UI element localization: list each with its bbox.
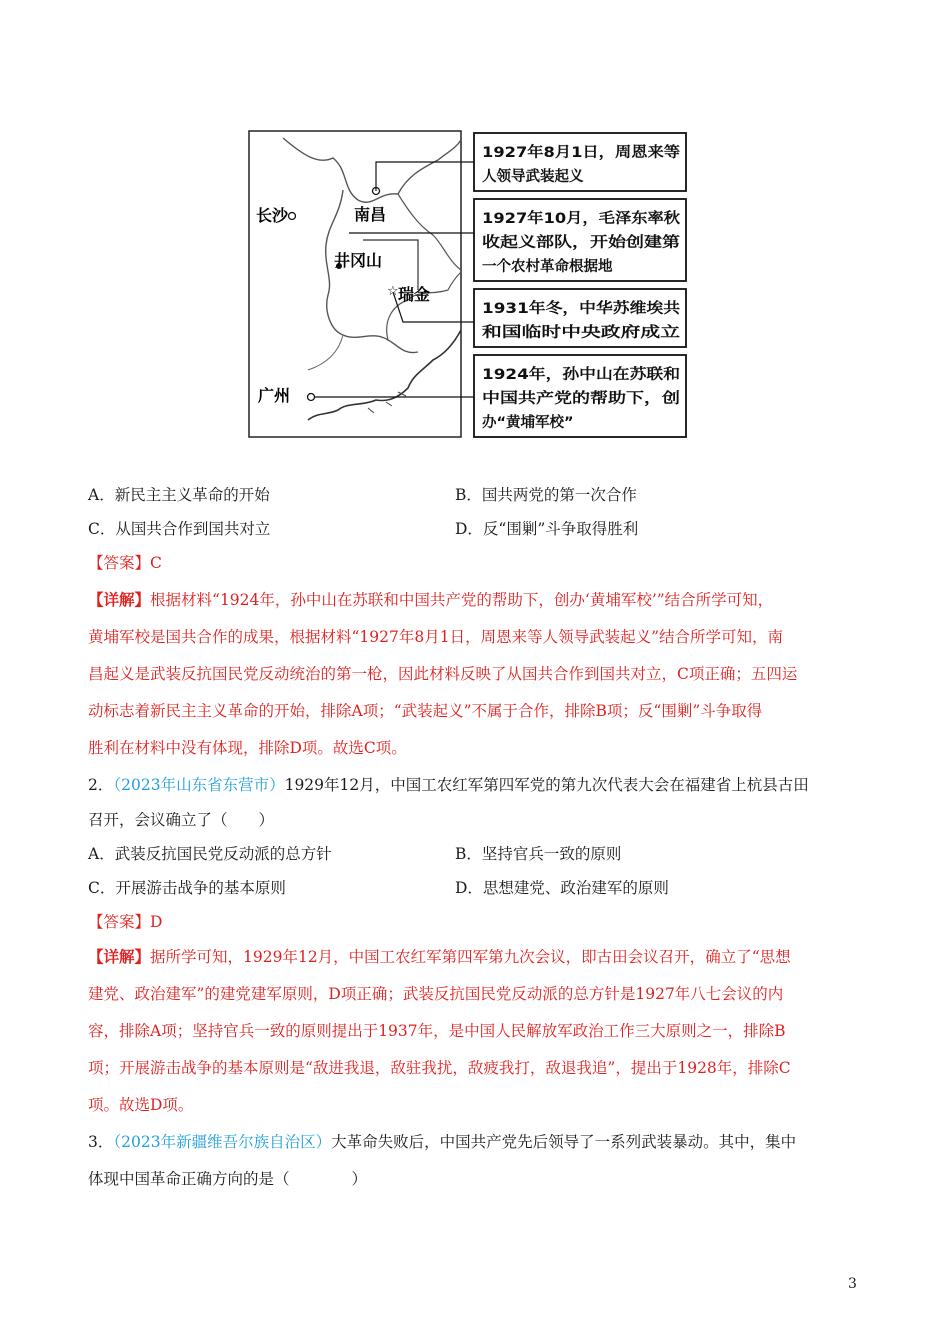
q3-number: 3． xyxy=(88,1133,114,1151)
q2-detail-text-1: 据所学可知，1929年12月，中国工农红军第四军第九次会议，即古田会议召开，确立了“思想 xyxy=(150,948,791,966)
q3-source: （2023年新疆维吾尔族自治区） xyxy=(113,1133,332,1151)
q1-option-b: B．国共两党的第一次合作 xyxy=(455,486,637,504)
q2-stem-text-1: 1929年12月，中国工农红军第四军党的第九次代表大会在福建省上杭县古田 xyxy=(284,776,809,794)
ruijin-star-icon: ☆ xyxy=(387,284,399,299)
q3-stem-line-1 xyxy=(88,1131,796,1153)
city-label-changsha: 长沙 xyxy=(256,206,289,225)
guangzhou-marker xyxy=(308,394,315,401)
q1-detail-line-5: 胜利在材料中没有体现，排除D项。故选C项。 xyxy=(88,739,407,757)
q3-stem-text-1: 大革命失败后，中国共产党先后领导了一系列武装暴动。其中，集中 xyxy=(331,1133,797,1151)
box2-line1: 1927年10月，毛泽东率秋 xyxy=(482,211,659,227)
box2-line2: 收起义部队，开始创建第 xyxy=(482,235,642,251)
q1-option-a: A．新民主主义革命的开始 xyxy=(88,486,270,504)
history-map-figure xyxy=(248,130,690,440)
box3-line2: 和国临时中央政府成立 xyxy=(482,325,627,341)
q2-answer: 【答案】D xyxy=(88,913,163,931)
q3-stem-line-2: 体现中国革命正确方向的是（ ） xyxy=(88,1170,368,1188)
city-label-nanchang: 南昌 xyxy=(354,205,387,224)
q2-number: 2． xyxy=(88,776,114,794)
box4-line3: 办“黄埔军校” xyxy=(482,415,574,431)
changsha-marker xyxy=(289,213,296,220)
q1-detail-line-3: 昌起义是武装反抗国民党反动统治的第一枪，因此材料反映了从国共合作到国共对立，C项正确；五四运 xyxy=(88,665,798,683)
q2-detail-line-2: 建党、政治建军”的建党建军原则，D项正确；武装反抗国民党反动派的总方针是1927年八七会议的内 xyxy=(88,985,784,1003)
q2-stem-line-2: 召开，会议确立了（ ） xyxy=(88,811,275,829)
box3-line1: 1931年冬，中华苏维埃共 xyxy=(482,301,653,317)
box4-line1: 1924年，孙中山在苏联和 xyxy=(482,367,653,383)
q2-detail-label: 【详解】 xyxy=(88,947,151,966)
q2-option-c: C．开展游击战争的基本原则 xyxy=(88,879,286,897)
q2-detail-line-4: 项；开展游击战争的基本原则是“敌进我退，敌驻我扰，敌疲我打，敌退我追”，提出于1928年，排除C xyxy=(88,1059,791,1077)
q2-source: （2023年山东省东营市） xyxy=(113,776,285,794)
q1-detail-label: 【详解】 xyxy=(88,590,151,609)
q1-option-d: D．反“围剿”斗争取得胜利 xyxy=(455,520,639,538)
q1-detail-line-4: 动标志着新民主主义革命的开始，排除A项；“武装起义”不属于合作，排除B项；反“围剿”斗争取得 xyxy=(88,702,763,720)
q1-detail-line-2: 黄埔军校是国共合作的成果，根据材料“1927年8月1日，周恩来等人领导武装起义”结合所学可知，南 xyxy=(88,628,784,646)
page-number: 3 xyxy=(848,1276,857,1292)
box1-line1: 1927年8月1日，周恩来等 xyxy=(482,145,659,161)
q2-detail-line-5: 项。故选D项。 xyxy=(88,1096,194,1114)
q1-answer: 【答案】C xyxy=(88,554,162,572)
q2-detail-line-1 xyxy=(88,946,791,968)
city-label-guangzhou: 广州 xyxy=(258,386,291,405)
box1-line2: 人领导武装起义 xyxy=(482,169,584,185)
q2-option-d: D．思想建党、政治建军的原则 xyxy=(455,879,669,897)
q2-option-a: A．武装反抗国民党反动派的总方针 xyxy=(88,845,332,863)
q1-detail-text-1: 根据材料“1924年，孙中山在苏联和中国共产党的帮助下，创办‘黄埔军校’”结合所学可知， xyxy=(150,591,774,609)
q1-option-c: C．从国共合作到国共对立 xyxy=(88,520,271,538)
q1-detail-line-1 xyxy=(88,589,773,611)
city-label-ruijin: 瑞金 xyxy=(398,285,431,304)
q2-detail-line-3: 容，排除A项；坚持官兵一致的原则提出于1937年，是中国人民解放军政治工作三大原则之一，排除B xyxy=(88,1022,786,1040)
city-label-jinggangshan: 井冈山 xyxy=(334,251,383,270)
q2-option-b: B．坚持官兵一致的原则 xyxy=(455,845,622,863)
box4-line2: 中国共产党的帮助下，创 xyxy=(482,391,642,407)
q2-stem-line-1 xyxy=(88,774,809,796)
box2-line3: 一个农村革命根据地 xyxy=(482,259,613,275)
